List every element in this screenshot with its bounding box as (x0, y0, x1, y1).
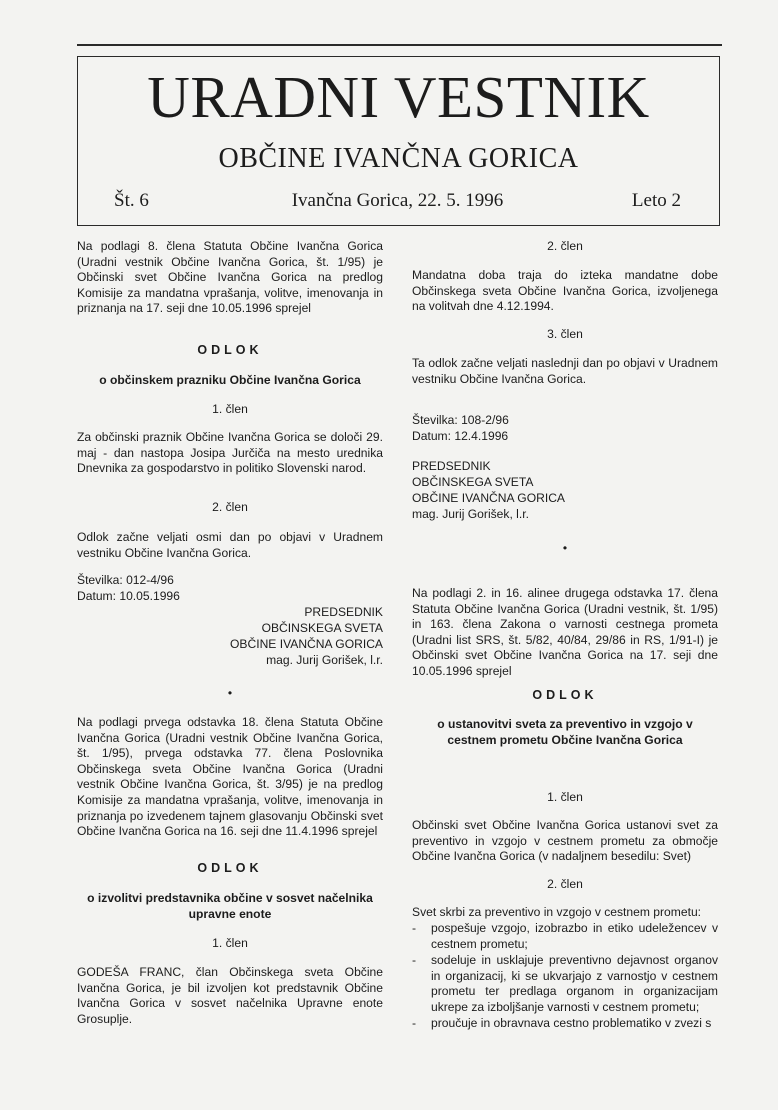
article-heading: 2. člen (547, 239, 583, 253)
section-separator: • (562, 541, 568, 555)
list-item-text: proučuje in obravnava cestno problematiko v zvezi s (431, 1016, 712, 1030)
decree-heading-1: o občinskem prazniku Občine Ivančna Gorica (99, 373, 361, 387)
section-separator: • (227, 686, 233, 700)
article-text: Za občinski praznik Občine Ivančna Gorica se določi 29. maj - dan nastopa Josipa Jurčiča na mesto urednika Dnevnika za gospodarstvo in politiko Slovenski narod. (77, 430, 383, 476)
masthead (77, 56, 720, 226)
list-item (412, 953, 718, 1015)
issue-place-date: Ivančna Gorica, 22. 5. 1996 (291, 190, 504, 211)
list-item (412, 921, 718, 952)
signature-line: PREDSEDNIK (412, 459, 491, 473)
article-text: GODEŠA FRANC, član Občinskega sveta Občine Ivančna Gorica, je bil izvoljen kot predstavnik Občine Ivančna Gorica v sosvet načelnika Upravne enote Grosuplje. (77, 965, 383, 1026)
list-dash: - (412, 921, 417, 935)
gazette-title: URADNI VESTNIK (147, 64, 650, 130)
signature-line: OBČINSKEGA SVETA (412, 475, 534, 489)
issue-number: Št. 6 (114, 190, 149, 211)
list-item (412, 1016, 718, 1032)
article-heading: 2. člen (212, 500, 248, 514)
reference-number: Številka: 012-4/96 (77, 573, 174, 587)
gazette-subtitle: OBČINE IVANČNA GORICA (218, 143, 579, 174)
issue-year: Leto 2 (631, 190, 681, 211)
preamble-2: Na podlagi prvega odstavka 18. člena Statuta Občine Ivančna Gorica (Uradni vestnik Občine Ivančna Gorica, št. 1/95), prvega odstavka 77. člena Poslovnika Občinskega sveta Občine Ivančna Gorica (Uradni vestnik Občine Ivančna Gorica, št. 3/95) je na predlog Komisije za mandatna vprašanja, volitve, imenovanja in priznanja po izvedenem tajnem glasovanju Občinski svet Občine Ivančna Gorica na 16. seji dne 11.4.1996 sprejel (77, 715, 383, 839)
article-text: Odlok začne veljati osmi dan po objavi v Uradnem vestniku Občine Ivančna Gorica. (77, 530, 383, 560)
list-dash: - (412, 953, 417, 967)
article-heading: 1. člen (547, 790, 583, 804)
article-text: Ta odlok začne veljati naslednji dan po objavi v Uradnem vestniku Občine Ivančna Gorica. (412, 356, 718, 386)
decree-title-3: ODLOK (532, 688, 598, 702)
signature-line: OBČINE IVANČNA GORICA (230, 637, 383, 651)
article-heading: 1. člen (212, 936, 248, 950)
reference-number: Številka: 108-2/96 (412, 413, 509, 427)
preamble-3: Na podlagi 2. in 16. alinee drugega odstavka 17. člena Statuta Občine Ivančna Gorica (Uradni vestnik, št. 1/95) in 163. člena Zakona o varnosti cestnega prometa (Uradni list SRS, št. 5/82, 40/84, 29/86 in RS, 1/91-I) je Občinski svet Občine Ivančna Gorica na 17. seji dne 10.05.1996 sprejel (412, 586, 718, 678)
decree-heading-2: o izvolitvi predstavnika občine v sosvet načelnika upravne enote (87, 891, 373, 921)
list-item-text: sodeluje in usklajuje preventivno dejavnost organov in organizacij, ki se ukvarjajo z varnostjo v cestnem prometu ter predlaga organom in organizacijam ukrepe za izboljšanje varnosti v cestnem prometu; (431, 953, 718, 1014)
decree-title-1: ODLOK (197, 343, 263, 357)
article-heading: 1. člen (212, 402, 248, 416)
decree-heading-3: o ustanovitvi sveta za preventivo in vzgojo v cestnem prometu Občine Ivančna Gorica (437, 717, 693, 747)
signature-name: mag. Jurij Gorišek, l.r. (412, 507, 529, 521)
article-text: Občinski svet Občine Ivančna Gorica ustanovi svet za preventivo in vzgojo v cestnem prometu za območje Občine Ivančna Gorica (v nadaljnem besedilu: Svet) (412, 818, 718, 864)
list-dash: - (412, 1016, 417, 1030)
signature-name: mag. Jurij Gorišek, l.r. (266, 653, 383, 667)
preamble-1: Na podlagi 8. člena Statuta Občine Ivančna Gorica (Uradni vestnik Občine Ivančna Gorica, št. 1/95) je Občinski svet Občine Ivančna Gorica na predlog Komisije za mandatna vprašanja, volitve, imenovanja in priznanja na 17. seji dne 10.05.1996 sprejel (77, 239, 383, 316)
article-text: Svet skrbi za preventivo in vzgojo v cestnem prometu: (412, 905, 702, 919)
reference-date: Datum: 12.4.1996 (412, 429, 509, 443)
signature-line: OBČINSKEGA SVETA (261, 621, 383, 635)
decree-title-2: ODLOK (197, 861, 263, 875)
list-item-text: pospešuje vzgojo, izobrazbo in etiko udeležencev v cestnem prometu; (431, 921, 718, 951)
signature-line: OBČINE IVANČNA GORICA (412, 491, 565, 505)
article-text: Mandatna doba traja do izteka mandatne dobe Občinskega sveta Občine Ivančna Gorica, izvoljenega na volitvah dne 4.12.1994. (412, 268, 718, 314)
top-rule (77, 44, 722, 46)
reference-date: Datum: 10.05.1996 (77, 589, 180, 603)
signature-line: PREDSEDNIK (304, 605, 383, 619)
article-heading: 2. člen (547, 877, 583, 891)
article-heading: 3. člen (547, 327, 583, 341)
